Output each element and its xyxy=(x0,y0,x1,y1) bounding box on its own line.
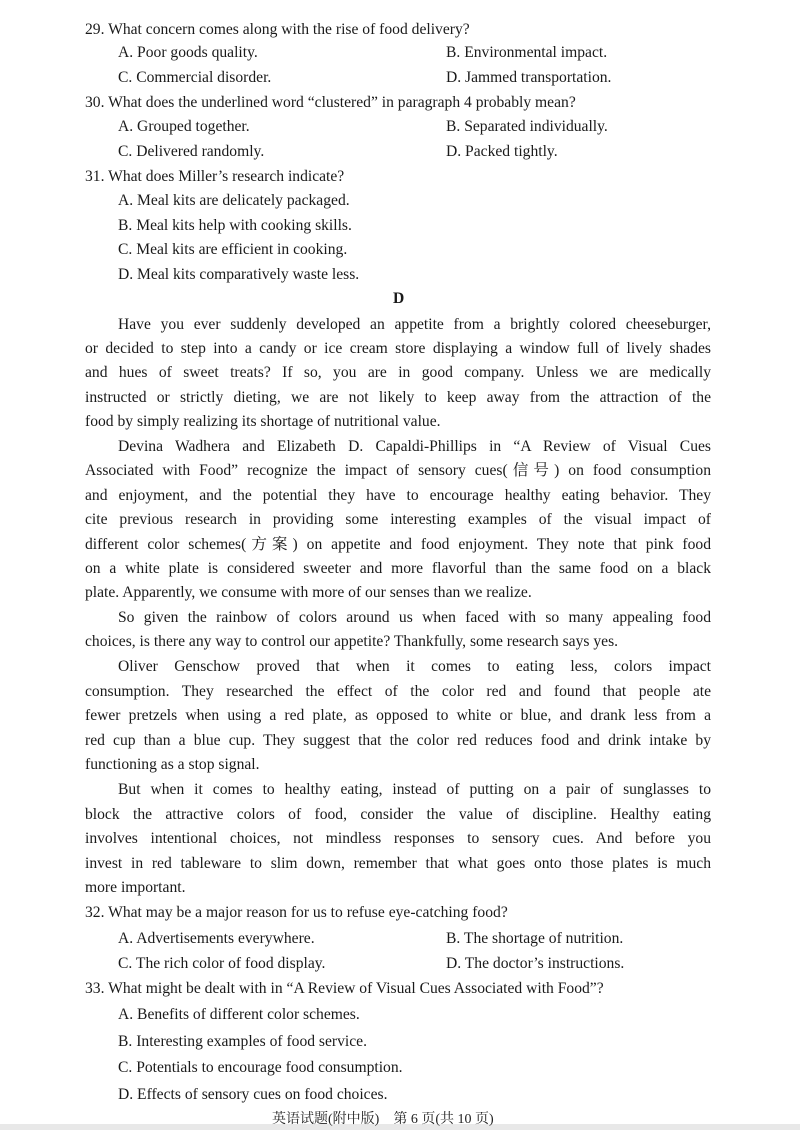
answer-option: D. Meal kits comparatively waste less. xyxy=(118,266,360,283)
answer-option: D. Packed tightly. xyxy=(446,143,558,160)
paragraph-line: fewer pretzels when using a red plate, as opposed to white or blue, and drank less from a xyxy=(85,707,711,724)
answer-option: C. The rich color of food display. xyxy=(118,955,326,972)
paragraph-line: functioning as a stop signal. xyxy=(85,756,260,773)
paragraph-line: more important. xyxy=(85,879,186,896)
paragraph-line: or decided to step into a candy or ice cream store displaying a window full of lively shades xyxy=(85,340,711,357)
paragraph-line: invest in red tableware to slim down, remember that what goes onto those plates is much xyxy=(85,855,711,872)
question-stem: 33. What might be dealt with in “A Review of Visual Cues Associated with Food”? xyxy=(85,980,604,997)
answer-option: B. Meal kits help with cooking skills. xyxy=(118,217,352,234)
answer-option: A. Benefits of different color schemes. xyxy=(118,1006,360,1023)
answer-option: D. Jammed transportation. xyxy=(446,69,612,86)
answer-option: C. Delivered randomly. xyxy=(118,143,265,160)
answer-option: C. Commercial disorder. xyxy=(118,69,272,86)
answer-option: A. Poor goods quality. xyxy=(118,44,258,61)
paragraph-line: involves intentional choices, not mindless responses to sensory cues. And before you xyxy=(85,830,711,847)
answer-option: A. Meal kits are delicately packaged. xyxy=(118,192,350,209)
question-stem: 29. What concern comes along with the rise of food delivery? xyxy=(85,21,470,38)
paragraph-line: Devina Wadhera and Elizabeth D. Capaldi-Phillips in “A Review of Visual Cues xyxy=(118,438,711,455)
paragraph-line: plate. Apparently, we consume with more of our senses than we realize. xyxy=(85,584,532,601)
paragraph-line: Oliver Genschow proved that when it comes to eating less, colors impact xyxy=(118,658,711,675)
paragraph-line: cite previous research in providing some interesting examples of the visual impact of xyxy=(85,511,711,528)
paragraph-line: instructed or strictly dieting, we are not likely to keep away from the attraction of the xyxy=(85,389,711,406)
paragraph-line: on a white plate is considered sweeter and more flavorful than the same food on a black xyxy=(85,560,711,577)
answer-option: A. Grouped together. xyxy=(118,118,250,135)
paragraph-line: food by simply realizing its shortage of nutritional value. xyxy=(85,413,441,430)
answer-option: B. The shortage of nutrition. xyxy=(446,930,624,947)
answer-option: B. Separated individually. xyxy=(446,118,608,135)
paragraph-line: consumption. They researched the effect of the color red and found that people ate xyxy=(85,683,711,700)
paragraph-line: and enjoyment, and the potential they have to encourage healthy eating behavior. They xyxy=(85,487,711,504)
answer-option: C. Potentials to encourage food consumption. xyxy=(118,1059,403,1076)
answer-option: A. Advertisements everywhere. xyxy=(118,930,315,947)
paragraph-line: block the attractive colors of food, consider the value of discipline. Healthy eating xyxy=(85,806,711,823)
answer-option: B. Interesting examples of food service. xyxy=(118,1033,367,1050)
question-stem: 32. What may be a major reason for us to refuse eye-catching food? xyxy=(85,904,508,921)
answer-option: D. Effects of sensory cues on food choices. xyxy=(118,1086,388,1103)
paragraph-line: different color schemes(方案) on appetite and food enjoyment. They note that pink food xyxy=(85,536,711,553)
paragraph-line: and hues of sweet treats? If so, you are in good company. Unless we are medically xyxy=(85,364,711,381)
answer-option: B. Environmental impact. xyxy=(446,44,608,61)
question-stem: 31. What does Miller’s research indicate? xyxy=(85,168,345,185)
passage-title: D xyxy=(393,290,405,307)
paragraph-line: So given the rainbow of colors around us when faced with so many appealing food xyxy=(118,609,711,626)
page-footer: 英语试题(附中版) 第 6 页(共 10 页) xyxy=(272,1112,494,1127)
paragraph-line: Have you ever suddenly developed an appetite from a brightly colored cheeseburger, xyxy=(118,316,711,333)
answer-option: C. Meal kits are efficient in cooking. xyxy=(118,241,348,258)
paragraph-line: But when it comes to healthy eating, instead of putting on a pair of sunglasses to xyxy=(118,781,711,798)
answer-option: D. The doctor’s instructions. xyxy=(446,955,625,972)
question-stem: 30. What does the underlined word “clustered” in paragraph 4 probably mean? xyxy=(85,94,576,111)
paragraph-line: choices, is there any way to control our appetite? Thankfully, some research says yes. xyxy=(85,633,619,650)
paragraph-line: red cup than a blue cup. They suggest that the color red reduces food and drink intake by xyxy=(85,732,711,749)
paragraph-line: Associated with Food” recognize the impact of sensory cues(信号) on food consumption xyxy=(85,462,711,479)
